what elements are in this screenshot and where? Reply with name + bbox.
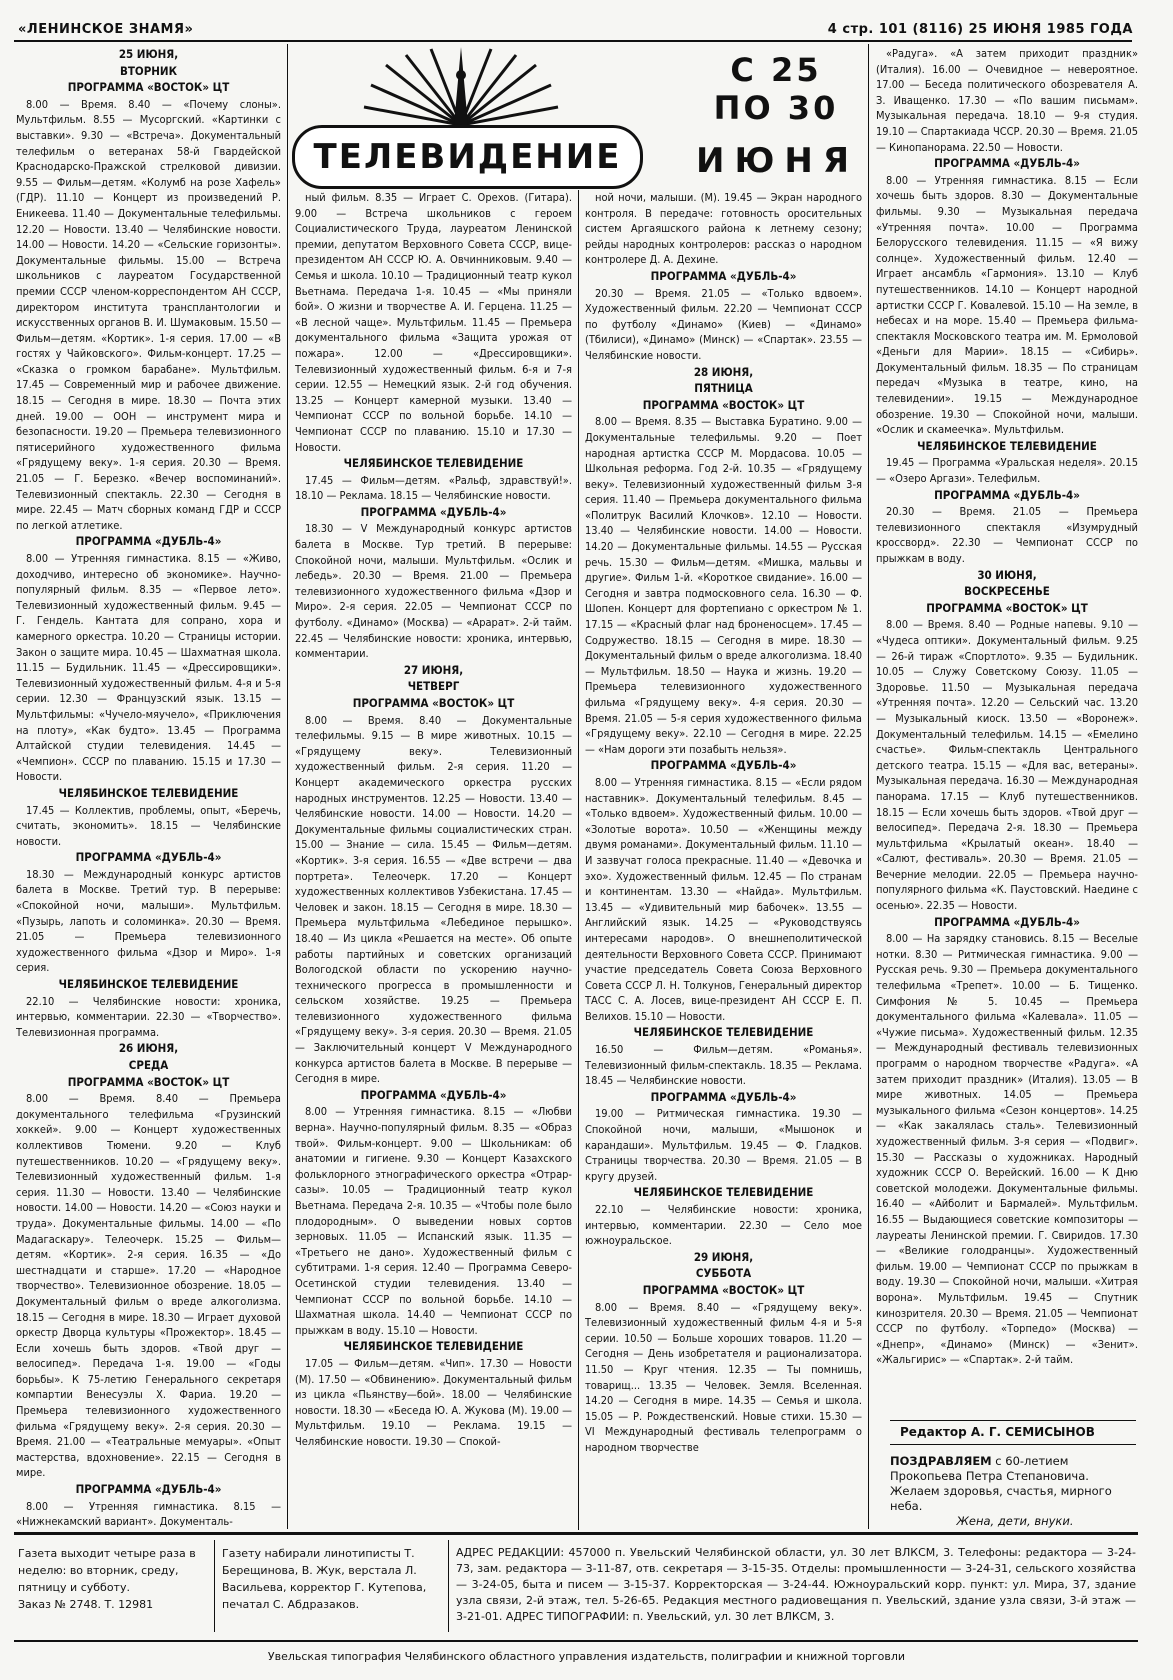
footer-address: АДРЕС РЕДАКЦИИ: 457000 п. Увельский Челябинской области, ул. 30 лет ВЛКСМ, 3. Телефоны: редактора — 3-24-73, зам. редактора — 3-11-87, отв. секретаря — 3-15-35. Отделы: промышленности — 3-24-31, сельского хозяйства — 3-24-05, быта и писем — 3-15-37. Корректорская — 3-24-44. Южноуральский корр. пункт: ул. Мира, 37, здание узла связи, 2-й этаж, тел. 5-26-65. Редакция местного радиовещания п. Увельский, здание узла связи, 3-й этаж — 3-21-01. АДРЕС ТИПОГРАФИИ: п. Увельский, ул. 30 лет ВЛКСМ, 3. bbox=[456, 1546, 1136, 1623]
banner-title: ТЕЛЕВИДЕНИЕ bbox=[292, 125, 643, 189]
program-heading: ПРОГРАММА «ВОСТОК» ЦТ bbox=[642, 1282, 805, 1297]
program-heading: ПРОГРАММА «ДУБЛЬ-4» bbox=[360, 1087, 507, 1102]
program-listing: 8.00 — Время. 8.40 — Родные напевы. 9.10 — «Чудеса оптики». Документальный фильм. 9.25 — 26-й тираж «Спортлото». 9.35 — Будильник. 10.05 — Служу Советскому Союзу. 11.05 — Здоровье. 11.50 — Музыкальная передача «Утренняя почта». 12.20 — Сельский час. 13.20 — Музыкальный киоск. 13.50 — «Воронеж». Документальный телефильм. 14.15 — «Емелино счастье». Фильм-спектакль Центрального детского театра. 15.15 — «Для вас, ветераны». Музыкальная передача. 16.30 — Международная панорама. 17.15 — Клуб путешественников. 18.15 — Если хочешь быть здоров. «Твой друг — велосипед». Передача 2-я. 18.30 — Премьера мультфильма «Крылатый океан». 18.40 — «Салют, фестиваль». 20.30 — Время. 21.05 — Вечерние мелодии. 22.05 — Премьера научно-популярного фильма «К. Паустовский. Наедине с осенью». 22.35 — Новости. bbox=[876, 618, 1138, 913]
top-rule bbox=[14, 40, 1132, 42]
program-listing: 8.00 — Утренняя гимнастика. 8.15 — «Нижнекамский вариант». Документаль- bbox=[16, 1499, 281, 1529]
program-listing: 8.00 — На зарядку становись. 8.15 — Веселые нотки. 8.30 — Ритмическая гимнастика. 9.00 — Русская речь. 9.30 — Премьера документального телефильма «Трепет». 10.00 — Б. Тищенко. Симфония № 5. 10.45 — Премьера документального фильма «Калевала». 11.05 — «Чужие письма». Художественный фильм. 12.35 — Международный фестиваль телевизионных программ о народном творчестве «Радуга». «А затем приходит праздник» (Италия). 13.05 — В мире животных. 14.05 — Премьера музыкального фильма «Сезон концертов». 14.25 — «Как закалялась сталь». Телевизионный художественный фильм. 3-я серия — «Подвиг». 15.30 — Рассказы о художниках. Народный художник СССР О. Верейский. 16.00 — К Дню советской молодежи. Документальные фильмы. 16.40 — «Айболит и Бармалей». Мультфильм. 16.55 — Выдающиеся советские композиторы — лауреаты Ленинской премии. Г. Свиридов. 17.30 — «Великие голодранцы». Художественный фильм. 19.00 — Чемпионат СССР по прыжкам в воду. 19.30 — Спокойной ночи, малыши. «Хитрая ворона». Мультфильм. 19.45 — Спутник кинозрителя. 20.30 — Время. 21.05 — Чемпионат СССР по футболу. «Торпедо» (Москва) — «Днепр», «Динамо» (Минск) — «Зенит». «Жальгирис» — «Спартак». 2-й тайм. bbox=[876, 932, 1138, 1367]
program-listing: 8.00 — Время. 8.40 — «Почему слоны». Мультфильм. 8.55 — Мусоргский. «Картинки с выставки». 9.30 — «Встреча». Документальный телефильм о ветеранах 58-й Гвардейской Краснодарско-Пражской стрелковой дивизии. 9.55 — Фильм—детям. «Колумб на розе Хафель» (ГДР). 11.10 — Концерт из произведений Р. Еникеева. 11.40 — Документальные телефильмы. 12.20 — Новости. 13.40 — Челябинские новости. 14.00 — Новости. 14.20 — «Сельские горизонты». Документальные фильмы. 15.00 — Встреча школьников с лауреатом Государственной премии СССР членом-корреспондентом АН СССР, директором института трансплантологии и искусственных органов В. И. Шумаковым. 15.50 — Фильм—детям. «Кортик». 1-я серия. 17.00 — «В гостях у Чайковского». Фильм-концерт. 17.25 — «Сказка о громком барабане». Мультфильм. 17.45 — Современный мир и рабочее движение. 18.15 — Сегодня в мире. 18.30 — Почта этих дней. 19.00 — ООН — инструмент мира и безопасности. 19.20 — Премьера телевизионного пятисерийного художественного фильма «Грядущему веку». 1-я серия. 20.30 — Время. 21.05 — Г. Березко. «Вечер воспоминаний». Телевизионный спектакль. 22.30 — Сегодня в мире. 22.45 — Матч сборных команд ГДР и СССР по легкой атлетике. bbox=[16, 97, 281, 532]
program-heading: ЧЕЛЯБИНСКОЕ ТЕЛЕВИДЕНИЕ bbox=[917, 438, 1097, 453]
footer-divider bbox=[214, 1540, 215, 1632]
program-heading: ЧЕТВЕРГ bbox=[407, 679, 460, 694]
program-heading: ЧЕЛЯБИНСКОЕ ТЕЛЕВИДЕНИЕ bbox=[633, 1025, 814, 1040]
program-listing: ной ночи, малыши. (М). 19.45 — Экран народного контроля. В передаче: готовность оросительных систем Аргаяшского района к летнему сезону; рейды народных контролеров: рассказ о народном контролере Д. А. Дехине. bbox=[585, 191, 862, 267]
program-heading: ЧЕЛЯБИНСКОЕ ТЕЛЕВИДЕНИЕ bbox=[343, 1339, 524, 1354]
program-listing: 18.30 — Международный конкурс артистов балета в Москве. Третий тур. В перерыве: «Спокойной ночи, малыши». Мультфильм. «Пузырь, лапоть и соломинка». 20.30 — Время. 21.05 — Премьера телевизионного художественного фильма «Дзор и Миро». 1-я серия. bbox=[16, 867, 281, 975]
footer-staff: Газету набирали линотиписты Т. Берещинова, В. Жук, верстала Л. Васильева, корректор Г. Кутепова, печатал С. Абдразаков. bbox=[222, 1547, 427, 1611]
program-heading: ПРОГРАММА «ДУБЛЬ-4» bbox=[650, 758, 797, 773]
program-listing: 8.00 — Утренняя гимнастика. 8.15 — «Живо, доходчиво, интересно об экономике». Научно-популярный фильм. 8.35 — «Первое лето». Телевизионный художественный фильм. 9.45 — Г. Гендель. Кантата для сопрано, хора и камерного оркестра. 10.20 — Страницы истории. Закон о защите мира. 10.45 — Шахматная школа. 11.15 — Будильник. 11.45 — «Дрессировщики». Телевизионный художественный фильм. 4-я и 5-я серии. 12.30 — Французский язык. 13.15 — Мультфильмы: «Чучело-мяучело», «Приключения на плоту», «Как будто». 13.45 — Программа Алтайской студии телевидения. 14.45 — «Чемпион». СССР по плаванию. 15.15 и 17.30 — Новости. bbox=[16, 552, 281, 784]
program-heading: ПЯТНИЦА bbox=[694, 381, 753, 396]
congrats-lead: ПОЗДРАВЛЯЕМ bbox=[890, 1454, 992, 1468]
program-heading: СУББОТА bbox=[695, 1266, 752, 1281]
program-heading: ПРОГРАММА «ДУБЛЬ-4» bbox=[934, 156, 1080, 171]
program-listing: 17.45 — Фильм—детям. «Ральф, здравствуй!». 18.10 — Реклама. 18.15 — Челябинские новости. bbox=[295, 473, 572, 503]
program-heading: ПРОГРАММА «ДУБЛЬ-4» bbox=[650, 1089, 797, 1104]
program-listing: 17.45 — Коллектив, проблемы, опыт, «Беречь, считать, экономить». 18.15 — Челябинские новости. bbox=[16, 803, 281, 848]
program-listing: 17.05 — Фильм—детям. «Чип». 17.30 — Новости (М). 17.50 — «Обвинению». Документальный фильм из цикла «Пьянству—бой». 18.00 — Челябинские новости. 18.30 — «Беседа Ю. А. Жукова (М). 19.00 — Мультфильм. 19.10 — Реклама. 19.15 — Челябинские новости. 19.30 — Спокой- bbox=[295, 1356, 572, 1448]
program-heading: 25 ИЮНЯ, bbox=[118, 47, 179, 61]
program-listing: 8.00 — Утренняя гимнастика. 8.15 — «Любви верна». Научно-популярный фильм. 8.35 — «Образ твой». Фильм-концерт. 9.00 — Школьникам: об анатомии и гигиене. 9.30 — Концерт Казахского фольклорного этнографического оркестра «Отрар-сазы». 10.05 — Традиционный театр кукол Вьетнама. Передача 2-я. 10.35 — «Чтобы поле было плодородным». О выведении новых сортов зерновых. 11.05 — Испанский язык. 11.35 — «Третьего не дано». Художественный фильм с субтитрами. 1-я серия. 12.40 — Программа Северо-Осетинской студии телевидения. 13.40 — Чемпионат СССР по вольной борьбе. 14.10 — Шахматная школа. 14.40 — Чемпионат СССР по прыжкам в воду. 15.10 — Новости. bbox=[295, 1105, 572, 1337]
program-listing: 22.10 — Челябинские новости: хроника, интервью, комментарии. 22.30 — Село мое южноуральское. bbox=[585, 1203, 862, 1248]
program-listing: 20.30 — Время. 21.05 — Премьера телевизионного спектакля «Изумрудный кроссворд». 22.30 — Чемпионат СССР по прыжкам в воду. bbox=[876, 505, 1138, 565]
program-listing: 22.10 — Челябинские новости: хроника, интервью, комментарии. 22.30 — «Творчество». Телевизионная программа. bbox=[16, 994, 281, 1039]
program-heading: ПРОГРАММА «ДУБЛЬ-4» bbox=[75, 1482, 222, 1497]
program-heading: ПРОГРАММА «ДУБЛЬ-4» bbox=[75, 534, 222, 549]
congratulations bbox=[890, 1454, 1140, 1529]
program-heading: 27 ИЮНЯ, bbox=[403, 662, 464, 677]
editor-rule bbox=[890, 1420, 1136, 1421]
program-heading: ПРОГРАММА «ВОСТОК» ЦТ bbox=[67, 1074, 230, 1089]
footer-rule bbox=[14, 1640, 1138, 1642]
program-heading: 28 ИЮНЯ, bbox=[693, 364, 754, 379]
column-divider bbox=[287, 44, 288, 1529]
program-heading: ПРОГРАММА «ДУБЛЬ-4» bbox=[934, 487, 1080, 502]
footer-printer: Увельская типография Челябинского областного управления издательств, полиграфии и книжной торговли bbox=[267, 1650, 906, 1663]
program-listing: 19.45 — Программа «Уральская неделя». 20.15 — «Озеро Аргази». Телефильм. bbox=[876, 456, 1138, 486]
column-1 bbox=[16, 46, 281, 1530]
tv-tower-icon bbox=[286, 45, 636, 135]
program-listing: 8.00 — Время. 8.40 — «Грядущему веку». Телевизионный художественный фильм 4-я и 5-я серии. 10.50 — Больше хороших товаров. 11.20 — Сегодня — День изобретателя и рационализатора. 11.50 — Круг чтения. 12.35 — Ты помнишь, товарищ... 13.35 — Человек. Земля. Вселенная. 14.20 — Сегодня в мире. 14.35 — Семья и школа. 15.05 — Р. Рождественский. Новые стихи. 15.30 — VI Международный фестиваль телепрограмм о народном творчестве bbox=[585, 1300, 862, 1454]
program-heading: 26 ИЮНЯ, bbox=[118, 1041, 179, 1056]
program-listing: 16.50 — Фильм—детям. «Романья». Телевизионный фильм-спектакль. 18.35 — Реклама. 18.45 — Челябинские новости. bbox=[585, 1043, 862, 1088]
program-heading: ВТОРНИК bbox=[119, 63, 178, 78]
program-listing: 19.00 — Ритмическая гимнастика. 19.30 — Спокойной ночи, малыши, «Мышонок и карандаши». Мультфильм. 19.45 — Ф. Гладков. Страницы творчества. 20.30 — Время. 21.05 — В кругу друзей. bbox=[585, 1107, 862, 1183]
program-heading: ПРОГРАММА «ВОСТОК» ЦТ bbox=[642, 397, 805, 412]
program-heading: 29 ИЮНЯ, bbox=[693, 1249, 754, 1264]
program-heading: 30 ИЮНЯ, bbox=[977, 567, 1037, 582]
column-3 bbox=[585, 190, 862, 1530]
program-listing: 8.00 — Время. 8.35 — Выставка Буратино. 9.00 — Документальные телефильмы. 9.20 — Поет народная артистка СССР М. Мордасова. 10.05 — Школьная реформа. Год 2-й. 10.35 — «Грядущему веку». Телевизионный художественный фильм 3-я серия. 11.40 — Премьера документального фильма «Политрук Василий Клочков». 12.10 — Новости. 13.40 — Челябинские новости. 14.00 — Новости. 14.20 — Документальные фильмы. 14.55 — Русская речь. 15.30 — Фильм—детям. «Мишка, мальвы и другие». Фильм 1-й. «Короткое свидание». 16.00 — Сегодня и завтра подмосковного села. 16.30 — Ф. Шопен. Концерт для фортепиано с оркестром № 1. 17.15 — «Красный флаг над броненосцем». 17.45 — Содружество. 18.15 — Сегодня в мире. 18.30 — Документальный фильм о вреде алкоголизма. 18.40 — Мультфильм. 18.50 — Наука и жизнь. 19.20 — Премьера телевизионного художественного фильма «Грядущему веку». 4-я серия. 20.30 — Время. 21.05 — 5-я серия художественного фильма «Грядущему веку». 22.10 — Сегодня в мире. 22.25 — «Нам дороги эти позабыть нельзя». bbox=[585, 415, 862, 756]
column-2 bbox=[295, 190, 572, 1530]
program-heading: ЧЕЛЯБИНСКОЕ ТЕЛЕВИДЕНИЕ bbox=[343, 456, 524, 471]
masthead-title: «ЛЕНИНСКОЕ ЗНАМЯ» bbox=[18, 22, 194, 37]
program-listing: 8.00 — Утренняя гимнастика. 8.15 — Если хочешь быть здоров. 8.30 — Документальные фильмы. 9.30 — Музыкальная передача «Утренняя почта». 10.00 — Программа Белорусского телевидения. 11.15 — «Я вижу солнце». Художественный фильм. 12.40 — Играет ансамбль «Гармония». 13.10 — Клуб путешественников. 14.10 — Концерт народной артистки СССР Г. Ковалевой. 15.10 — На земле, в небесах и на море. 15.40 — Премьера фильма-спектакля Московского театра им. М. Ермоловой «Деньги для Марии». 18.15 — «Сибирь». Документальный фильм. 18.35 — По страницам передач «Музыка в театре, кино, на телевидении». 19.15 — Международное обозрение. 19.30 — Спокойной ночи, малыши. «Ослик и скамеечка». Мультфильм. bbox=[876, 173, 1138, 437]
program-listing: 20.30 — Время. 21.05 — «Только вдвоем». Художественный фильм. 22.20 — Чемпионат СССР по футболу «Динамо» (Киев) — «Динамо» (Тбилиси), «Динамо» (Минск) — «Спартак». 23.55 — Челябинские новости. bbox=[585, 286, 862, 362]
footer-rule bbox=[14, 1532, 1138, 1535]
program-listing: «Радуга». «А затем приходит праздник» (Италия). 16.00 — Очевидное — невероятное. 17.00 — Беседа политического обозревателя А. З. Иващенко. 17.30 — «По вашим письмам». Музыкальная передача. 18.10 — 9-я студия. 19.10 — Спартакиада ЧССР. 20.30 — Время. 21.05 — Кинопанорама. 22.50 — Новости. bbox=[876, 47, 1138, 154]
program-heading: ПРОГРАММА «ДУБЛЬ-4» bbox=[360, 504, 507, 519]
program-listing: 8.00 — Время. 8.40 — Документальные телефильмы. 9.15 — В мире животных. 10.15 — «Грядущему веку». Телевизионный художественный фильм. 2-я серия. 11.20 — Концерт академического оркестра русских народных инструментов. 12.25 — Новости. 13.40 — Челябинские новости. 14.00 — Новости. 14.20 — Документальные фильмы социалистических стран. 15.00 — Знание — сила. 15.45 — Фильм—детям. «Кортик». 3-я серия. 16.55 — «Две встречи — два портрета». Телеочерк. 17.20 — Концерт художественных коллективов Узбекистана. 17.45 — Человек и закон. 18.15 — Сегодня в мире. 18.30 — Премьера мультфильма «Лебединое перышко». 18.40 — Из цикла «Решается на месте». Об опыте работы партийных и советских организаций Вологодской области по ускорению научно-технического прогресса в промышленности и сельском хозяйстве. 19.25 — Премьера телевизионного художественного фильма «Грядущему веку». 3-я серия. 20.30 — Время. 21.05 — Заключительный концерт V Международного конкурса артистов балета в Москве. В перерыве — Сегодня в мире. bbox=[295, 713, 572, 1086]
schedule-text: Газета выходит четыре раза в неделю: во вторник, среду, пятницу и субботу. bbox=[18, 1547, 196, 1594]
program-heading: СРЕДА bbox=[128, 1058, 169, 1072]
program-heading: ВОСКРЕСЕНЬЕ bbox=[964, 584, 1050, 599]
program-heading: ПРОГРАММА «ДУБЛЬ-4» bbox=[650, 268, 797, 283]
column-divider bbox=[578, 190, 579, 1530]
program-listing: 8.00 — Утренняя гимнастика. 8.15 — «Если рядом наставник». Документальный телефильм. 8.45 — «Только вдвоем». Художественный фильм. 10.00 — «Золотые ворота». 10.50 — «Женщины между двумя романами». Документальный фильм. 11.10 — И зазвучат голоса прекрасные. 11.40 — «Девочка и эхо». Художественный фильм. 12.45 — По странам и континентам. 13.30 — «Найда». Мультфильм. 13.45 — «Удивительный мир бабочек». 13.55 — Английский язык. 14.25 — «Руководствуясь интересами народов». О внешнеполитической деятельности Верховного Совета СССР. Принимают участие председатель Совета Союза Верховного Совета СССР Л. Н. Толкунов, Генеральный директор ТАСС С. А. Лосев, вице-президент АН СССР Е. П. Велихов. 15.10 — Новости. bbox=[585, 775, 862, 1023]
dates-range: С 25 ПО 30 bbox=[713, 51, 839, 127]
dates-month: ИЮНЯ bbox=[696, 141, 860, 181]
program-listing: 8.00 — Время. 8.40 — Премьера документального телефильма «Грузинский хоккей». 9.00 — Концерт художественных коллективов Тюмени. 9.20 — Клуб путешественников. 10.20 — «Грядущему веку». Телевизионный художественный фильм. 1-я серия. 11.30 — Новости. 13.40 — Челябинские новости. 14.00 — Новости. 14.20 — «Союз науки и труда». Документальные фильмы. 14.00 — «По Мадагаскару». Телеочерк. 15.25 — Фильм—детям. «Кортик». 2-я серия. 16.35 — «До шестнадцати и старше». 17.20 — «Народное творчество». Телевизионное обозрение. 18.05 — Документальный фильм о вреде алкоголизма. 18.15 — Сегодня в мире. 18.30 — Играет духовой оркестр Дворца культуры «Прожектор». 18.45 — Если хочешь быть здоров. «Твой друг — велосипед». Передача 1-я. 19.00 — «Годы борьбы». К 75-летию Генерального секретаря компартии Венесуэлы Х. Фариа. 19.20 — Премьера телевизионного художественного фильма «Грядущему веку». 2-я серия. 20.30 — Время. 21.00 — «Театральные мемуары». «Опыт мастерства, вдохновение». 22.15 — Сегодня в мире. bbox=[16, 1092, 281, 1480]
program-heading: ЧЕЛЯБИНСКОЕ ТЕЛЕВИДЕНИЕ bbox=[633, 1185, 814, 1200]
masthead-issue: 4 стр. 101 (8116) 25 ИЮНЯ 1985 ГОДА bbox=[827, 22, 1133, 37]
editor-rule bbox=[890, 1444, 1136, 1445]
editor-line: Редактор А. Г. СЕМИСЫНОВ bbox=[900, 1425, 1095, 1439]
congrats-signature: Жена, дети, внуки. bbox=[956, 1514, 1074, 1528]
program-heading: ЧЕЛЯБИНСКОЕ ТЕЛЕВИДЕНИЕ bbox=[58, 977, 239, 992]
tv-banner bbox=[286, 45, 861, 185]
banner-dates bbox=[696, 51, 860, 181]
program-heading: ПРОГРАММА «ВОСТОК» ЦТ bbox=[67, 80, 230, 95]
program-heading: ПРОГРАММА «ВОСТОК» ЦТ bbox=[352, 696, 515, 710]
program-heading: ПРОГРАММА «ВОСТОК» ЦТ bbox=[926, 600, 1088, 615]
column-4 bbox=[876, 46, 1138, 1418]
column-divider bbox=[868, 44, 869, 1529]
program-heading: ЧЕЛЯБИНСКОЕ ТЕЛЕВИДЕНИЕ bbox=[58, 785, 239, 800]
congrats-text: с 60-летием Прокопьева Петра Степановича. Желаем здоровья, счастья, мирного неба. bbox=[890, 1454, 1112, 1513]
program-heading: ПРОГРАММА «ДУБЛЬ-4» bbox=[934, 914, 1080, 929]
footer-schedule bbox=[18, 1545, 208, 1613]
footer-divider bbox=[448, 1540, 449, 1632]
program-listing: ный фильм. 8.35 — Играет С. Орехов. (Гитара). 9.00 — Встреча школьников с героем Социалистического Труда, лауреатом Ленинской премии, депутатом Верховного Совета СССР, вице-президентом АН СССР Ю. А. Овчинниковым. 9.40 — Семья и школа. 10.10 — Традиционный театр кукол Вьетнама. Передача 1-я. 10.45 — «Мы приняли бой». О жизни и творчестве А. И. Герцена. 11.25 — «В лесной чаще». Мультфильм. 11.45 — Премьера документального фильма «Защита урожая от пожара». 12.00 — «Дрессировщики». Телевизионный художественный фильм. 6-я и 7-я серии. 12.55 — Немецкий язык. 2-й год обучения. 13.25 — Концерт камерной музыки. 13.40 — Чемпионат СССР по вольной борьбе. 14.10 — Чемпионат СССР по плаванию. 15.10 и 17.30 — Новости. bbox=[295, 191, 572, 454]
program-listing: 18.30 — V Международный конкурс артистов балета в Москве. Тур третий. В перерыве: Спокойной ночи, малыши. Мультфильм. «Ослик и лебедь». 20.30 — Время. 21.00 — Премьера телевизионного художественного фильма «Дзор и Миро». 2-я серия. 22.05 — Чемпионат СССР по футболу. «Динамо» (Москва) — «Арарат». 2-й тайм. 22.45 — Челябинские новости: хроника, интервью, комментарии. bbox=[295, 522, 572, 661]
order-number: Заказ № 2748. Т. 12981 bbox=[18, 1598, 154, 1611]
program-heading: ПРОГРАММА «ДУБЛЬ-4» bbox=[75, 850, 222, 865]
